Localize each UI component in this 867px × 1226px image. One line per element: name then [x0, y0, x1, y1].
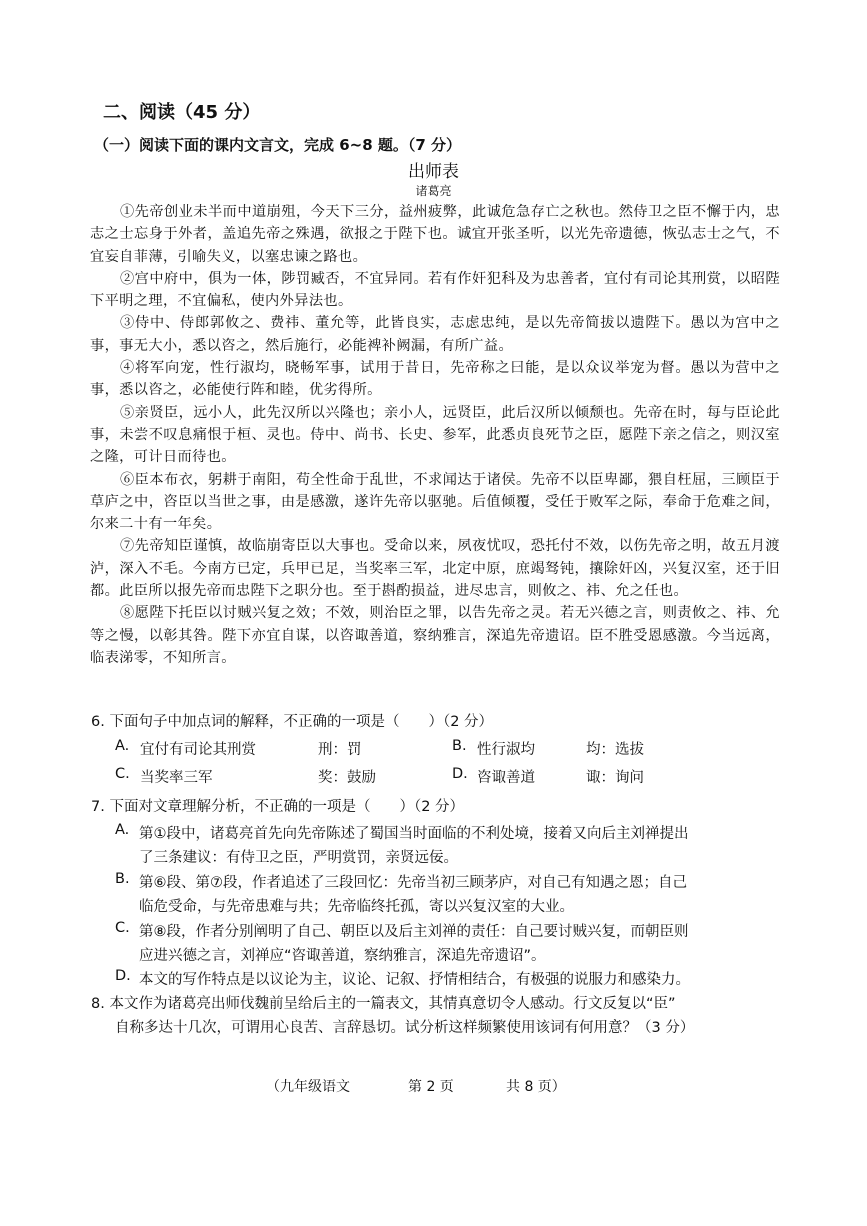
q6-stem: 6. 下面句子中加点词的解释，不正确的一项是（ ）（2 分） [91, 714, 494, 730]
q7-option-b-line1: 第⑥段、第⑦段，作者追述了三段回忆：先帝当初三顾茅庐，对自己有知遇之恩；自己 [139, 875, 687, 891]
q6-option-b-gloss: 均：选拔 [586, 742, 644, 758]
paragraph-4: ④将军向宠，性行淑均，晓畅军事，试用于昔日，先帝称之曰能，是以众议举宠为督。愚以为营中之事，悉以咨之，必能使行阵和睦，优劣得所。 [90, 360, 780, 399]
paragraph-1: ①先帝创业未半而中道崩殂，今天下三分，益州疲弊，此诚危急存亡之秋也。然侍卫之臣不懈于内，忠志之士忘身于外者，盖追先帝之殊遇，欲报之于陛下也。诚宜开张圣听，以光先帝遗德，恢弘志士之气，不宜妄自菲薄，引喻失义，以塞忠谏之路也。 [90, 204, 780, 265]
paragraph-8: ⑧愿陛下托臣以讨贼兴复之效；不效，则治臣之罪，以告先帝之灵。若无兴德之言，则责攸之、祎、允等之慢，以彰其咎。陛下亦宜自谋，以咨诹善道，察纳雅言，深追先帝遗诏。臣不胜受恩感激。今当远离，临表涕零，不知所言。 [90, 605, 780, 666]
q6-option-a-letter: A. [115, 738, 130, 754]
q7-option-b-letter: B. [115, 871, 130, 887]
paragraph-2: ②宫中府中，俱为一体，陟罚臧否，不宜异同。若有作奸犯科及为忠善者，宜付有司论其刑赏，以昭陛下平明之理，不宜偏私，使内外异法也。 [90, 270, 780, 310]
q7-option-c-line1: 第⑧段，作者分别阐明了自己、朝臣以及后主刘禅的责任：自己要讨贼兴复，而朝臣则 [139, 924, 689, 940]
q8-line1: 8. 本文作为诸葛亮出师伐魏前呈给后主的一篇表文，其情真意切令人感动。行文反复以“臣” [91, 996, 676, 1012]
q7-option-b-line2: 临危受命，与先帝患难与共；先帝临终托孤，寄以兴复汉室的大业。 [139, 899, 574, 915]
q7-option-a-letter: A. [115, 822, 130, 838]
q6-option-a-gloss: 刑：罚 [318, 742, 362, 758]
paragraph-3: ③侍中、侍郎郭攸之、费祎、董允等，此皆良实，志虑忠纯，是以先帝简拔以遗陛下。愚以为宫中之事，事无大小，悉以咨之，然后施行，必能裨补阙漏，有所广益。 [90, 315, 780, 354]
footer-subject: （九年级语文 [266, 1079, 350, 1095]
q6-option-c-letter: C. [115, 766, 130, 782]
paragraph-7: ⑦先帝知臣谨慎，故临崩寄臣以大事也。受命以来，夙夜忧叹，恐托付不效，以伤先帝之明，故五月渡泸，深入不毛。今南方已定，兵甲已足，当奖率三军，北定中原，庶竭驽钝，攘除奸凶，兴复汉室，还于旧都。此臣所以报先帝而忠陛下之职分也。至于斟酌损益，进尽忠言，则攸之、祎、允之任也。 [90, 538, 780, 600]
section-heading: 二、阅读（45 分） [103, 102, 261, 123]
q6-option-d-sentence: 咨诹善道 [477, 770, 535, 786]
passage-body [90, 201, 780, 669]
q7-option-c-line2: 应进兴德之言，刘禅应“咨诹善道，察纳雅言，深追先帝遗诏”。 [139, 948, 546, 964]
q6-option-a-sentence: 宜付有司论其刑赏 [140, 742, 256, 758]
subsection-heading: （一）阅读下面的课内文言文，完成 6~8 题。（7 分） [94, 136, 462, 154]
q6-option-c-sentence: 当奖率三军 [140, 770, 213, 786]
q7-option-c-letter: C. [115, 920, 130, 936]
passage-author: 诸葛亮 [415, 184, 452, 198]
paragraph-5: ⑤亲贤臣，远小人，此先汉所以兴隆也；亲小人，远贤臣，此后汉所以倾颓也。先帝在时，每与臣论此事，未尝不叹息痛恨于桓、灵也。侍中、尚书、长史、参军，此悉贞良死节之臣，愿陛下亲之信之，则汉室之隆，可计日而待也。 [90, 404, 780, 466]
q7-option-d-letter: D. [115, 968, 131, 984]
q6-option-d-letter: D. [452, 766, 468, 782]
footer-page: 第 2 页 [408, 1079, 454, 1095]
q8-line2: 自称多达十几次，可谓用心良苦、言辞恳切。试分析这样频繁使用该词有何用意？（3 分） [115, 1020, 695, 1036]
q7-option-a-line2: 了三条建议：有侍卫之臣，严明赏罚，亲贤远佞。 [139, 850, 458, 866]
q7-option-a-line1: 第①段中，诸葛亮首先向先帝陈述了蜀国当时面临的不利处境，接着又向后主刘禅提出 [139, 826, 689, 842]
q7-option-d-line1: 本文的写作特点是以议论为主，议论、记叙、抒情相结合，有极强的说服力和感染力。 [139, 972, 690, 988]
q6-option-b-letter: B. [452, 738, 467, 754]
q7-stem: 7. 下面对文章理解分析，不正确的一项是（ ）（2 分） [91, 799, 465, 815]
q6-option-c-gloss: 奖：鼓励 [318, 770, 376, 786]
q6-option-d-gloss: 诹：询问 [586, 770, 644, 786]
paragraph-6: ⑥臣本布衣，躬耕于南阳，苟全性命于乱世，不求闻达于诸侯。先帝不以臣卑鄙，猥自枉屈，三顾臣于草庐之中，咨臣以当世之事，由是感激，遂许先帝以驱驰。后值倾覆，受任于败军之际，奉命于危难之间，尔来二十有一年矣。 [90, 471, 780, 533]
passage-title: 出师表 [408, 162, 459, 182]
q6-option-b-sentence: 性行淑均 [477, 742, 535, 758]
footer-total: 共 8 页） [506, 1079, 566, 1095]
